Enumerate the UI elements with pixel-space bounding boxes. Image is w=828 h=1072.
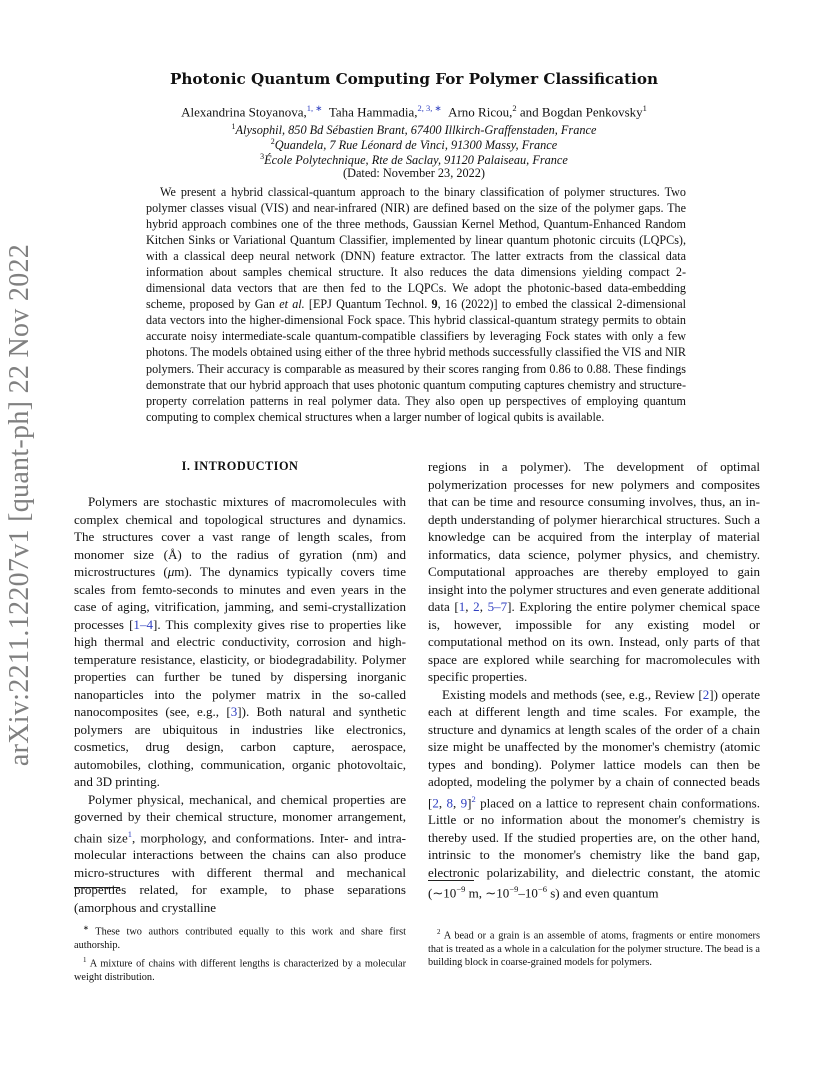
footnote-rule: [74, 887, 120, 888]
exponent: −6: [537, 884, 547, 895]
footnote: [74, 922, 406, 952]
citation-link[interactable]: 8: [446, 794, 454, 810]
abstract: [146, 184, 686, 425]
date-line: (Dated: November 23, 2022): [342, 166, 486, 180]
abstract-volume: 9: [431, 297, 438, 312]
paper-title: Photonic Quantum Computing For Polymer Classification: [169, 70, 659, 88]
author-affiliation-mark[interactable]: 1, ∗: [306, 103, 323, 113]
author-name: Alexandrina Stoyanova,: [181, 104, 307, 120]
text-run: μ: [167, 564, 175, 579]
affiliation-text: Quandela, 7 Rue Léonard de Vinci, 91300 Massy, France: [274, 138, 558, 153]
text-run: ,: [453, 794, 461, 810]
text-run: placed on a lattice to represent chain conformations. Little or no information about the monomer's chemistry is thereby used. If the studied properties are, on the other hand, intrinsic to the monomer's chemistry like the band gap, electronic polarizability, and dielectric constant, the atomic (∼10: [428, 794, 760, 901]
text-run: s) and even quantum: [546, 885, 659, 901]
citation-link[interactable]: 1: [458, 599, 466, 614]
author-affiliation-mark[interactable]: 2, 3, ∗: [417, 103, 442, 113]
author-name: Arno Ricou,: [448, 104, 513, 120]
citation-link[interactable]: 5–7: [487, 599, 508, 614]
section-heading: I. INTRODUCTION: [181, 459, 299, 473]
abstract-text: We present a hybrid classical-quantum approach to the binary classification of polymer structures. Two polymer classes visual (VIS) and near-infrared (NIR) are defined based on the size of the polymer gaps. The hybrid approach combines one of the three methods, Gaussian Kernel Method, Quantum-Enhanced Random Kitchen Sinks or Variational Quantum Classifier, implemented by linear quantum photonic circuits (LQPCs), with a classical deep neural network (DNN) feature extractor. The latter extracts from the classical data information about samples chemical structure. It also reduces the data dimensions yielding compact 2-dimensional data vectors that are then fed to the LQPCs. We adopt the photonic-based data-embedding scheme, proposed by Gan: [146, 185, 686, 312]
exponent: −9: [456, 884, 466, 895]
text-run: ]) operate each at different length and time scales. For example, the structure and dynamics at length scales of the order of a chain size might be unaffected by the monomer's chemistry (atomic types and bonding). Polymer lattice models can then be adopted, modeling the polymer by a chain of connected beads [: [428, 686, 760, 810]
footnote-text: A mixture of chains with different lengths is characterized by a molecular weight distribution.: [74, 958, 406, 983]
affiliation-text: Alysophil, 850 Bd Sébastien Brant, 67400 Illkirch-Graffenstaden, France: [235, 123, 597, 138]
left-column: [74, 458, 406, 916]
affiliation-text: École Polytechnique, Rte de Saclay, 91120 Palaiseau, France: [264, 153, 568, 168]
text-run: regions in a polymer). The development of optimal polymerization processes for new polymers and composites that can be time and resource consuming involves, thus, an in-depth understanding of polymer hierarchical structures. Such a knowledge can be acquired from the interplay of material informatics, data science, polymer physics, and chemistry. Computational approaches are thereby employed to gain insight into the polymer structures and even generate additional data [: [428, 459, 760, 614]
footnote-mark: ∗: [83, 924, 89, 932]
text-run: Existing models and methods (see, e.g., Review [: [442, 686, 703, 702]
body-paragraph: [428, 458, 760, 686]
citation-link[interactable]: 1–4: [133, 616, 153, 632]
body-paragraph: [74, 791, 406, 917]
right-column: [428, 458, 760, 902]
author-name: Taha Hammadia,: [328, 104, 418, 120]
text-run: ]. Exploring the entire polymer chemical space is, however, impossible for any existing model or computational method on its own. Instead, only parts of that space are explored while searching for macromolecules with specific properties.: [428, 599, 760, 684]
abstract-etal: et al.: [279, 297, 305, 312]
text-run: Polymers are stochastic mixtures of macromolecules with complex chemical and topological structures and dynamics. The structures cover a vast range of length scales, from monomer size (Å) to the radius of gyration (nm) and microstructures (: [74, 494, 406, 579]
citation-link[interactable]: 2: [473, 599, 480, 614]
footnotes-left: [74, 922, 406, 986]
abstract-text: , 16 (2022)] to embed the classical 2-dimensional data vectors into the higher-dimensional Fock space. This hybrid classical-quantum strategy permits to obtain accurate noisy intermediate-scale quantum-compatible classifiers by leveraging Fock states with only a few photons. The models obtained using either of the three hybrid methods successfully classified the VIS and NIR polymers. Their accuracy is comparable as measured by their scores ranging from 0.86 to 0.88. These findings demonstrate that our hybrid approach that uses photonic quantum computing captures chemistry and structure-property correlation patterns in real polymer data. They also open up perspectives of employing quantum computing to complex chemical structures when a larger number of logical qubits is available.: [146, 297, 686, 424]
author-name: and Bogdan Penkovsky: [519, 104, 643, 120]
text-run: Polymer physical, mechanical, and chemical properties are governed by their chemical structure, monomer arrangement, chain size: [74, 791, 406, 845]
text-run: , morphology, and conformations. Inter- and intra-molecular interactions between the chains can also produce micro-structures with different thermal and mechanical properties related, for example, to phase separations (amorphous and crystalline: [74, 829, 406, 915]
footnote-mark: 1: [83, 956, 87, 965]
citation-link[interactable]: 2: [432, 794, 439, 810]
footnote-text: A bead or a grain is an assemble of atoms, fragments or entire monomers that is treated as a whole in a calculation for the polymer structure. The bead is a building block in coarse-grained models for polymers.: [428, 930, 760, 969]
citation-link[interactable]: 3: [230, 704, 238, 719]
footnotes-right: [428, 926, 760, 971]
text-run: ]: [467, 794, 472, 810]
affiliation: [0, 137, 828, 153]
exponent: −9: [509, 884, 519, 895]
text-run: ]). Both natural and synthetic polymers are ubiquitous in industries like electronics, cosmetics, drug design, carbon capture, aerospace, automobiles, clothing, communication, organic photovoltaic, and 3D printing.: [74, 704, 406, 789]
text-run: ,: [465, 599, 474, 614]
footnote: [74, 954, 406, 984]
abstract-text: [EPJ Quantum Technol.: [304, 297, 432, 312]
footnote: [428, 926, 760, 969]
text-run: ,: [479, 599, 488, 614]
footnote-text: These two authors contributed equally to this work and share first authorship.: [74, 926, 406, 951]
author-affiliation-mark: 2: [512, 103, 517, 113]
author-affiliation-mark: 1: [642, 103, 647, 113]
body-paragraph: [428, 686, 760, 903]
text-run: m, ∼10: [465, 885, 510, 901]
author-list: [0, 103, 828, 120]
arxiv-identifier: arXiv:2211.12207v1 [quant-ph] 22 Nov 2022: [4, 243, 35, 767]
text-run: –10: [518, 885, 538, 901]
footnote-rule: [428, 880, 474, 881]
footnote-mark: 2: [437, 928, 441, 936]
text-run: ]. This complexity gives rise to properties like high thermal and electric conductivity, corrosion and high-temperature resistance, elasticity, or biodegradability. Polymer properties can further be tuned by dispersing inorganic nanoparticles into the polymer matrix in the so-called nanocomposites (see, e.g., [: [74, 616, 407, 719]
text-run: ,: [438, 794, 447, 810]
body-paragraph: [74, 493, 406, 791]
affiliation-mark: 1: [231, 122, 236, 131]
footnote-link[interactable]: 1: [127, 828, 132, 839]
citation-link[interactable]: 2: [702, 686, 710, 702]
footnote-link[interactable]: 2: [471, 793, 476, 804]
affiliation-mark: 2: [270, 137, 275, 146]
citation-link[interactable]: 9: [460, 794, 468, 810]
text-run: m). The dynamics typically covers time scales from femto-seconds to minutes and even years in the case of aging, vitrification, jamming, and semi-crystallization processes [: [74, 564, 406, 632]
affiliation: [0, 122, 828, 138]
affiliation-mark: 3: [260, 152, 265, 161]
